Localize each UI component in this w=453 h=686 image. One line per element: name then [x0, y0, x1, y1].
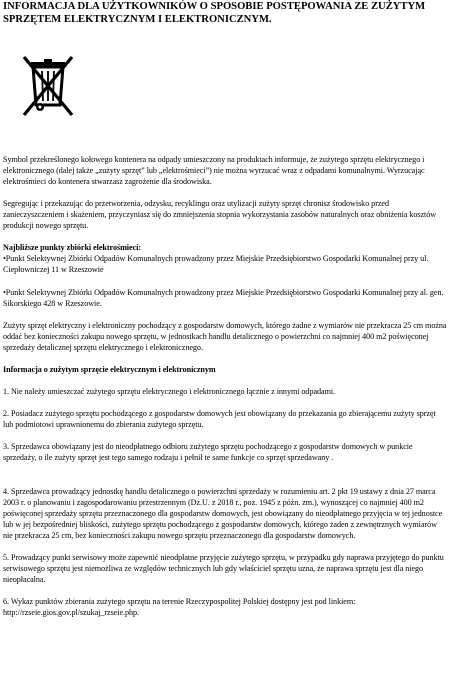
household-paragraph: Zużyty sprzęt elektryczny i elektroniczny pochodzący z gospodarstw domowych, którego żadne z wymiarów nie przekracza 25 cm można oddać bez konieczności zakupu nowego sprzętu, w jednostkach handlu detalicznego o powierzchni co najmniej 400 m2 poświęconej sprzedaży detalicznej sprzętu elektrycznego i elektronicznego.	[3, 321, 447, 352]
collection-point-1: •Punkt Selektywnej Zbiórki Odpadów Komunalnych prowadzony przez Miejskie Przedsiębiorstwo Gospodarki Komunalnej przy ul. Ciepłowniczej 11 w Rzeszowie	[3, 254, 429, 274]
document-title: INFORMACJA DLA UŻYTKOWNIKÓW O SPOSOBIE POSTĘPOWANIA ZE ZUŻYTYM SPRZĘTEM ELEKTRYCZNYM I ELEKTRONICZNYM.	[3, 1, 426, 25]
info-item-6	[3, 596, 447, 618]
collection-point-2: •Punkt Selektywnej Zbiórki Odpadów Komunalnych prowadzony przez Miejskie Przedsiębiorstwo Gospodarki Komunalnej przy al. gen. Sikorskiego 428 w Rzeszowie.	[3, 288, 444, 308]
info-item-6-text: 6. Wykaz punktów zbierania zużytego sprzętu na terenie Rzeczypospolitej Polskiej dostępny jest pod linkiem:	[3, 597, 356, 606]
info-heading: Informacja o zużytym sprzęcie elektrycznym i elektronicznym	[3, 365, 216, 374]
symbol-paragraph: Symbol przekreślonego kołowego kontenera na odpady umieszczony na produktach informuje, że zużytego sprzętu elektrycznego i elektronicznego (dalej także „zużyty sprzęt” lub „elektrośmieci”) nie można wyrzucać wraz z odpadami komunalnymi. Wyrzucając elektrośmieci do kontenera stwarzasz zagrożenie dla środowiska.	[3, 155, 425, 186]
rzseie-link[interactable]: http://rzseie.gios.gov.pl/szukaj_rzseie.php.	[3, 608, 140, 617]
collection-points-heading: Najbliższe punkty zbiórki elektrośmieci:	[3, 243, 141, 252]
crossed-out-wheeled-bin-icon	[18, 53, 78, 123]
info-item-5: 5. Prowadzący punkt serwisowy może zapewnić nieodpłatne przyjęcie zużytego sprzętu, w przypadku gdy naprawa przyjętego do punktu serwisowego sprzętu jest niemożliwa ze względów technicznych lub gdy właściciel sprzętu uzna, że naprawa sprzętu jest dla niego nieopłacalna.	[3, 553, 444, 584]
segregation-paragraph: Segregując i przekazując do przetworzenia, odzysku, recyklingu oraz utylizacji zużyty sprzęt chronisz środowisko przed zanieczyszczeniem i skażeniem, przyczyniasz się do zmniejszenia stopnia wykorzystania zasobów naturalnych oraz obniżenia kosztów produkcji nowego sprzętu.	[3, 199, 437, 230]
info-item-1: 1. Nie należy umieszczać zużytego sprzętu elektrycznego i elektronicznego łącznie z innymi odpadami.	[3, 387, 336, 396]
document-body	[3, 154, 447, 618]
info-item-3: 3. Sprzedawca obowiązany jest do nieodpłatnego odbioru zużytego sprzętu pochodzącego z gospodarstw domowych w punkcie sprzedaży, o ile zużyty sprzęt jest tego samego rodzaju i pełnił te same funkcje co sprzęt sprzedawany .	[3, 442, 413, 462]
info-item-2: 2. Posiadacz zużytego sprzętu pochodzącego z gospodarstw domowych jest obowiązany do przekazania go zbierającemu zużyty sprzęt lub podmiotowi uprawnionemu do zbierania zużytego sprzętu.	[3, 409, 436, 429]
info-item-4: 4. Sprzedawca prowadzący jednostkę handlu detalicznego o powierzchni sprzedaży w rozumieniu art. 2 pkt 19 ustawy z dnia 27 marca 2003 r. o planowaniu i zagospodarowaniu przestrzennym (Dz.U. z 2018 r., poz. 1945 z późn. zm.), wynoszącej co najmniej 400 m2 poświęconej sprzedaży sprzętu przeznaczonego dla gospodarstw domowych, jest obowiązany do nieodpłatnego przyjęcia w tej jednostce lub w jej bezpośredniej bliskości, zużytego sprzętu pochodzącego z gospodarstw domowych, którego żaden z zewnętrznych wymiarów nie przekracza 25 cm, bez konieczności zakupu nowego sprzętu przeznaczonego dla gospodarstw domowych.	[3, 487, 443, 540]
